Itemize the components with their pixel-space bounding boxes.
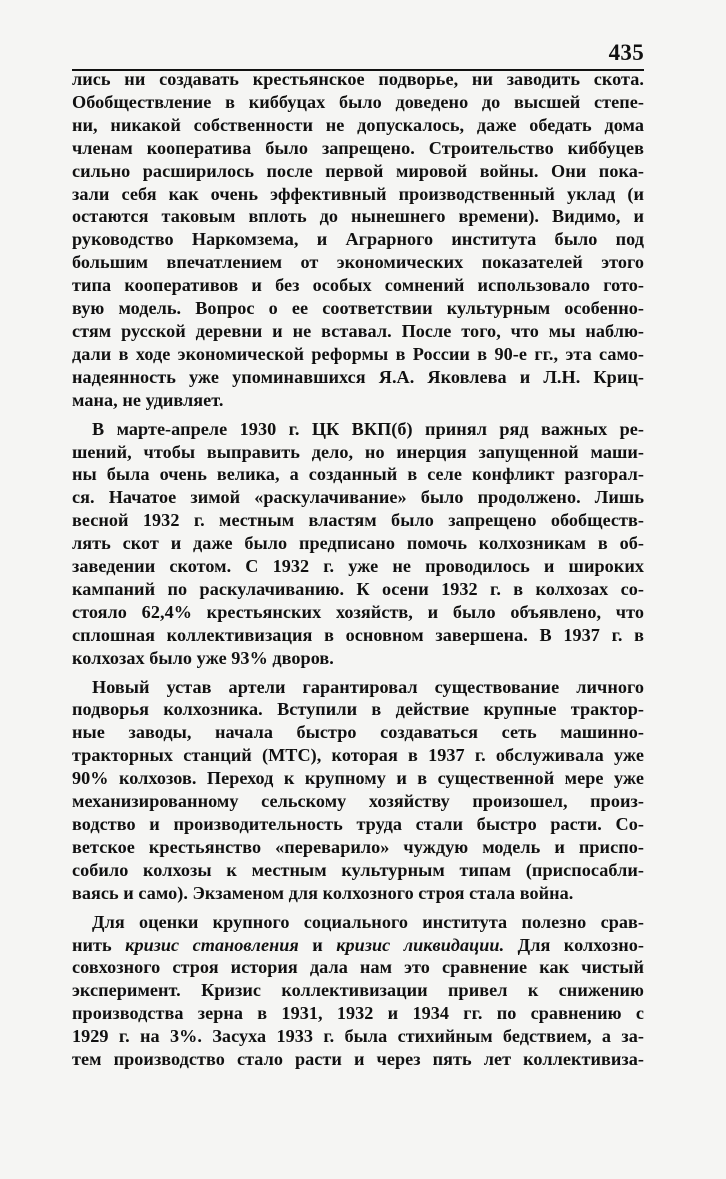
text-line: заведении скотом. С 1932 г. уже не проводилось и широких (72, 556, 644, 577)
text-line: Новый устав артели гарантировал существование личного (92, 676, 644, 697)
text-line: сильно расширилось после первой мировой войны. Они пока- (72, 160, 644, 181)
text-line: тем производство стало расти и через пять лет коллективиза- (72, 1049, 644, 1070)
text-fragment: Для колхозно- (517, 934, 644, 955)
text-line: собило колхозы к местным культурным типам (приспосабли- (72, 859, 644, 880)
text-line: ваясь и само). Экзаменом для колхозного строя стала война. (72, 882, 574, 903)
text-line: шений, чтобы выправить дело, но инерция запущенной маши- (72, 441, 644, 462)
text-line: Обобществление в киббуцах было доведено до высшей степе- (72, 91, 644, 112)
text-line: совхозного строя история дала нам это сравнение как чистый (72, 957, 644, 978)
paragraph-3 (72, 676, 644, 905)
text-line: 90% колхозов. Переход к крупному и в существенной мере уже (72, 768, 644, 789)
emphasis-crisis-liquidation: кризис ликвидации. (336, 934, 505, 955)
text-line: мана, не удивляет. (72, 389, 224, 410)
text-line: водство и производительность труда стали быстро расти. Со- (72, 814, 644, 834)
text-line: колхозах было уже 93% дворов. (72, 647, 334, 668)
text-line: лись ни создавать крестьянское подворье, ни заводить скота. (72, 69, 644, 89)
text-line: ся. Начатое зимой «раскулачивание» было продолжено. Лишь (72, 487, 644, 508)
text-line: 1929 г. на 3%. Засуха 1933 г. была стихийным бедствием, а за- (72, 1026, 644, 1047)
text-line: подворья колхозника. Вступили в действие крупные трактор- (72, 699, 644, 720)
paragraph-2 (72, 418, 644, 670)
text-fragment: и (312, 934, 323, 955)
text-line: Для оценки крупного социального института полезно срав- (92, 911, 644, 932)
text-line: руководство Наркомзема, и Аграрного института было под (72, 229, 644, 250)
paragraph-4 (72, 911, 644, 1071)
text-line: дали в ходе экономической реформы в России в 90-е гг., эта само- (72, 343, 644, 364)
text-line: механизированному сельскому хозяйству произошел, произ- (72, 791, 644, 812)
text-line: стям русской деревни и не вставал. После того, что мы наблю- (72, 320, 644, 341)
text-line: членам кооператива было запрещено. Строительство киббуцев (72, 137, 644, 158)
text-line: ветское крестьянство «переварило» чуждую модель и приспо- (72, 836, 644, 857)
text-line: ные заводы, начала быстро создаваться сеть машинно- (72, 722, 644, 743)
page-number: 435 (608, 40, 644, 65)
text-line: вую модель. Вопрос о ее соответствии культурным особенно- (72, 298, 644, 319)
text-fragment: нить (72, 934, 112, 955)
text-line: зали себя как очень эффективный производственный уклад (и (72, 183, 644, 204)
text-line: стояло 62,4% крестьянских хозяйств, и было объявлено, что (72, 601, 644, 622)
text-line: эксперимент. Кризис коллективизации привел к снижению (72, 980, 644, 1001)
text-line: большим впечатлением от экономических показателей этого (72, 252, 644, 273)
page-body (72, 68, 644, 1077)
text-line: лять скот и даже было предписано помочь колхозникам в об- (72, 533, 644, 554)
text-line: весной 1932 г. местным властям было запрещено обобществ- (72, 510, 644, 531)
text-line: ны была очень велика, а созданный в селе конфликт разгорал- (72, 464, 644, 485)
text-line: кампаний по раскулачиванию. К осени 1932 г. в колхозах со- (72, 578, 644, 599)
text-line: сплошная коллективизация в основном завершена. В 1937 г. в (72, 624, 644, 645)
text-line: тракторных станций (МТС), которая в 1937 г. обслуживала уже (72, 745, 644, 766)
text-line: типа кооперативов и без особых сомнений использовало гото- (72, 275, 644, 296)
text-line: В марте-апреле 1930 г. ЦК ВКП(б) принял ряд важных ре- (92, 418, 644, 439)
paragraph-1 (72, 68, 644, 412)
text-line: производства зерна в 1931, 1932 и 1934 гг. по сравнению с (72, 1003, 644, 1024)
emphasis-crisis-formation: кризис становления (125, 934, 299, 955)
text-line-with-emphasis (72, 934, 644, 957)
text-line: ни, никакой собственности не допускалось, даже обедать дома (72, 114, 644, 135)
text-line: надеянность уже упоминавшихся Я.А. Яковлева и Л.Н. Криц- (72, 366, 644, 387)
text-line: остаются таковым вплоть до нынешнего времени). Видимо, и (72, 206, 644, 227)
